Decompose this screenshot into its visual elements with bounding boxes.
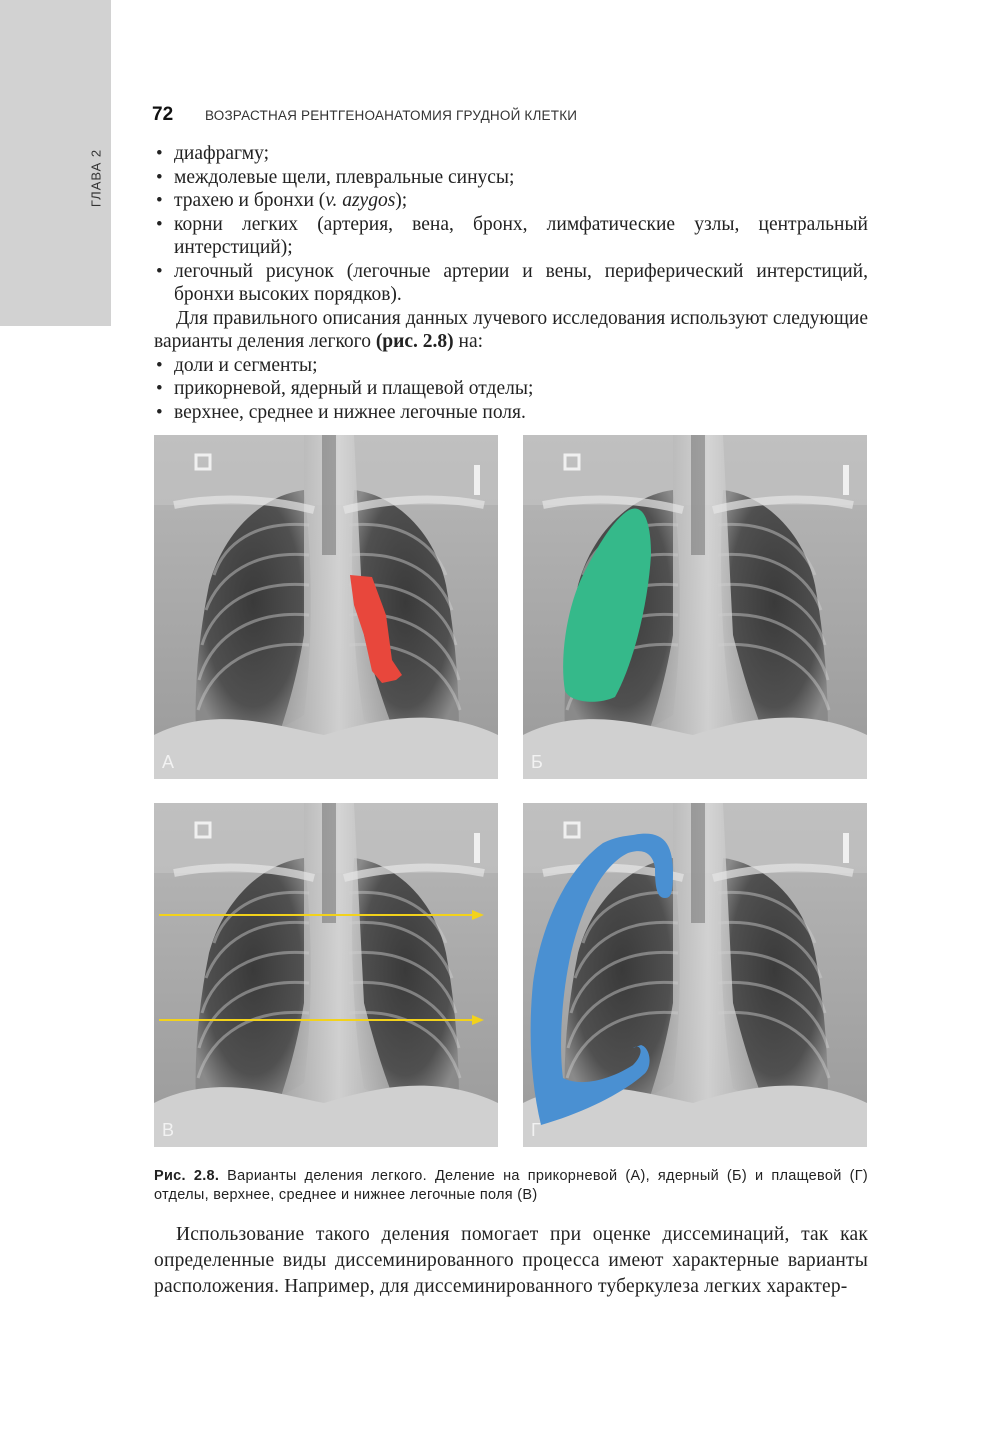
bullet-list-divisions xyxy=(154,354,868,425)
panel-letter: А xyxy=(162,752,175,772)
caption-label: Рис. 2.8. xyxy=(154,1168,220,1184)
figure-caption: Рис. 2.8. Варианты деления легкого. Деление на прикорневой (А), ядерный (Б) и плащевой (Г) отделы, верхнее, среднее и нижнее легочные поля (В) xyxy=(154,1168,868,1203)
list-item: • легочный рисунок (легочные артерии и вены, периферический интерстиций, бронхи высоких порядков). xyxy=(154,260,868,307)
paragraph-bottom: Использование такого деления помогает при оценке диссеминаций, так как определенные виды диссеминированного процесса имеют характерные варианты расположения. Например, для диссеминированного туберкулеза легких характер- xyxy=(154,1224,868,1297)
italic-term: v. azygos xyxy=(325,190,396,211)
text-block-top xyxy=(154,142,868,424)
figure-reference: (рис. 2.8) xyxy=(375,331,454,352)
panel-letter: В xyxy=(162,1120,175,1140)
list-item: • корни легких (артерия, вена, бронх, лимфатические узлы, центральный интерстиций); xyxy=(154,213,868,260)
chapter-side-tab xyxy=(0,0,111,326)
list-item: • диафрагму; xyxy=(154,142,868,166)
xray-panel-a xyxy=(154,435,498,779)
chapter-label: ГЛАВА 2 xyxy=(88,148,104,208)
xray-panel-v xyxy=(154,803,498,1147)
page-number: 72 xyxy=(152,104,174,125)
panel-letter: Г xyxy=(531,1120,541,1140)
list-item: • междолевые щели, плевральные синусы; xyxy=(154,166,868,190)
xray-panel-b xyxy=(523,435,867,779)
list-item: • трахею и бронхи (v. azygos); xyxy=(154,189,868,213)
running-head: ВОЗРАСТНАЯ РЕНТГЕНОАНАТОМИЯ ГРУДНОЙ КЛЕТКИ xyxy=(205,108,578,123)
list-item: • доли и сегменты; xyxy=(154,354,868,378)
list-item: • верхнее, среднее и нижнее легочные поля. xyxy=(154,401,868,425)
paragraph-intro: Для правильного описания данных лучевого исследования используют следующие варианты деления легкого (рис. 2.8) на: xyxy=(154,307,868,352)
list-item: • прикорневой, ядерный и плащевой отделы; xyxy=(154,377,868,401)
panel-letter: Б xyxy=(531,752,543,772)
bullet-list-structures xyxy=(154,142,868,307)
xray-panel-g xyxy=(523,803,867,1147)
